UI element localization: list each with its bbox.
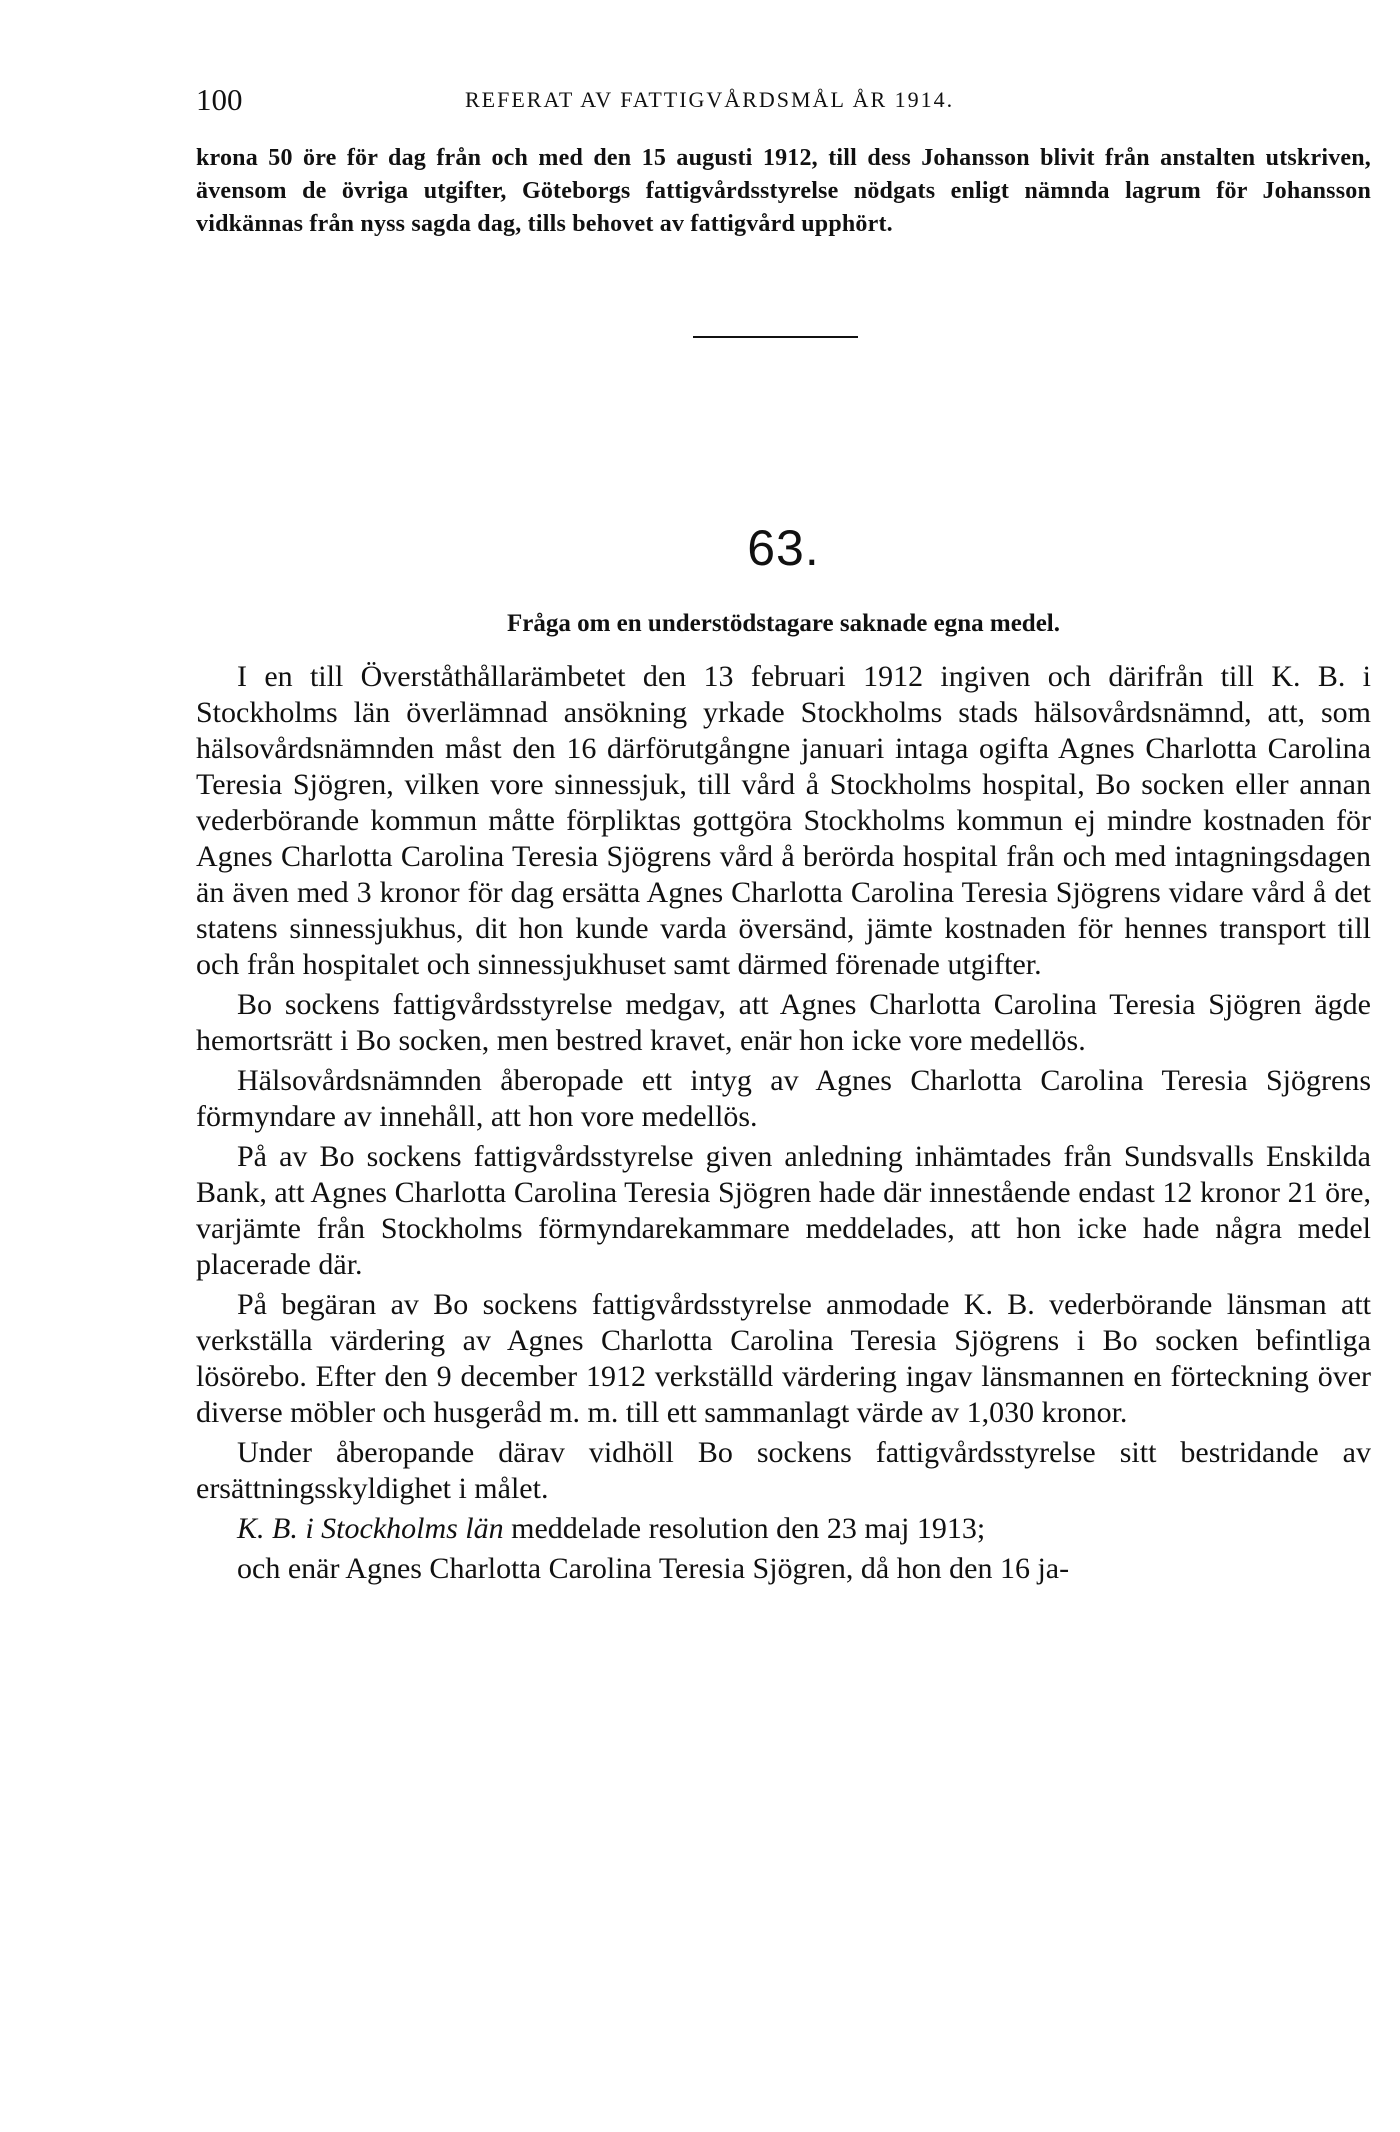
page-number: 100	[196, 82, 243, 117]
section-divider	[693, 336, 858, 338]
running-head	[196, 80, 1371, 120]
resolution-paragraph	[196, 1511, 1371, 1547]
document-page	[196, 80, 1371, 1587]
paragraph-1: I en till Överståthållarämbetet den 13 februari 1912 ingiven och därifrån till K. B. i Stockholms län överlämnad ansökning yrkade Stockholms stads hälsovårdsnämnd, att, som hälsovårdsnämnden måst den 16 därförutgångne januari intaga ogifta Agnes Charlotta Carolina Teresia Sjögren, vilken vore sinnessjuk, till vård å Stockholms hospital, Bo socken eller annan vederbörande kommun måtte förpliktas gottgöra Stockholms kommun ej mindre kostnaden för Agnes Charlotta Carolina Teresia Sjögrens vård å berörda hospital från och med intagningsdagen än även med 3 kronor för dag ersätta Agnes Charlotta Carolina Teresia Sjögrens vidare vård å det statens sinnessjukhus, dit hon kunde varda översänd, jämte kostnaden för hennes transport till och från hospitalet och sinnessjukhuset samt därmed förenade utgifter.	[196, 660, 1371, 981]
section-title: Fråga om en understödstagare saknade egna medel.	[506, 610, 1060, 637]
paragraph-4: På av Bo sockens fattigvårdsstyrelse given anledning inhämtades från Sundsvalls Enskilda Bank, att Agnes Charlotta Carolina Teresia Sjögren hade där innestående endast 12 kronor 21 öre, varjämte från Stockholms förmyndarekammare meddelades, att hon icke hade några medel placerade där.	[196, 1140, 1371, 1281]
paragraph-5: På begäran av Bo sockens fattigvårdsstyrelse anmodade K. B. vederbörande länsman att verkställa värdering av Agnes Charlotta Carolina Teresia Sjögrens i Bo socken befintliga lösörebo. Efter den 9 december 1912 verkställd värdering ingav länsmannen en förteckning över diverse möbler och husgeråd m. m. till ett sammanlagt värde av 1,030 kronor.	[196, 1288, 1371, 1429]
resolution-authority: K. B. i Stockholms län	[237, 1512, 504, 1545]
continuation-paragraph: och enär Agnes Charlotta Carolina Teresia Sjögren, då hon den 16 ja-	[237, 1552, 1070, 1585]
section-number: 63.	[747, 520, 820, 576]
paragraph-2: Bo sockens fattigvårdsstyrelse medgav, att Agnes Charlotta Carolina Teresia Sjögren ägde hemortsrätt i Bo socken, men bestred kravet, enär hon icke vore medellös.	[196, 988, 1371, 1057]
opening-paragraph: krona 50 öre för dag från och med den 15 augusti 1912, till dess Johansson blivit från anstalten utskriven, ävensom de övriga utgifter, Göteborgs fattigvårdsstyrelse nödgats enligt nämnda lagrum för Johansson vidkännas från nyss sagda dag, tills behovet av fattigvård upphört.	[196, 145, 1371, 237]
paragraph-6: Under åberopande därav vidhöll Bo sockens fattigvårdsstyrelse sitt bestridande av ersättningsskyldighet i målet.	[196, 1436, 1371, 1505]
main-text	[196, 659, 1371, 1587]
resolution-text: meddelade resolution den 23 maj 1913;	[503, 1512, 986, 1545]
running-head-title: REFERAT AV FATTIGVÅRDSMÅL ÅR 1914.	[465, 87, 955, 112]
paragraph-3: Hälsovårdsnämnden åberopade ett intyg av Agnes Charlotta Carolina Teresia Sjögrens förmyndare av innehåll, att hon vore medellös.	[196, 1064, 1371, 1133]
